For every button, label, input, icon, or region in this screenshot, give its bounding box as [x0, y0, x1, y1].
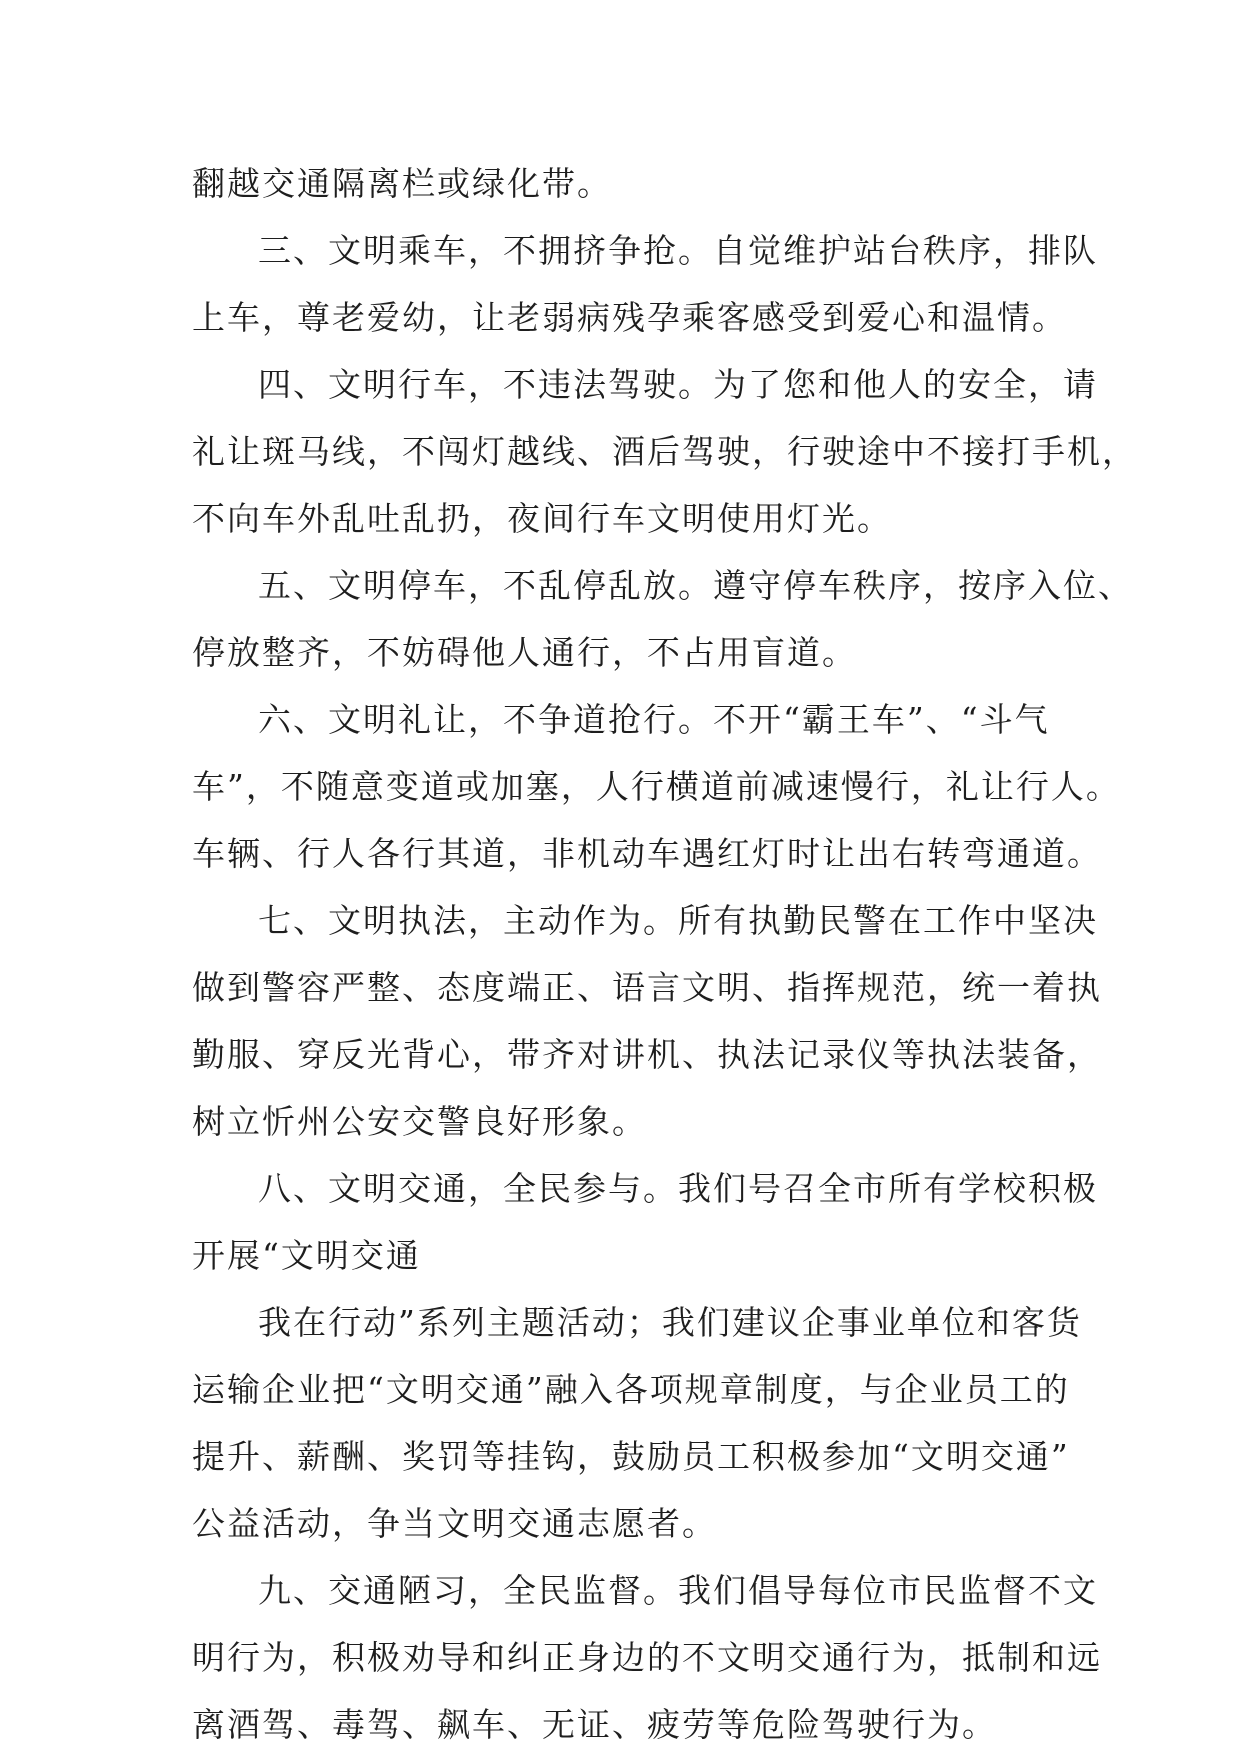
text-line: 三、文明乘车，不拥挤争抢。自觉维护站台秩序，排队 — [258, 231, 1098, 270]
text-line: 不向车外乱吐乱扔，夜间行车文明使用灯光。 — [192, 499, 892, 538]
text-line: 开展“文明交通 — [192, 1236, 421, 1275]
text-line: 车”，不随意变道或加塞，人行横道前减速慢行，礼让行人。 — [192, 767, 1121, 806]
text-line: 礼让斑马线，不闯灯越线、酒后驾驶，行驶途中不接打手机， — [192, 432, 1137, 471]
document-body — [192, 150, 1137, 1758]
text-line: 六、文明礼让，不争道抢行。不开“霸王车”、“斗气 — [258, 700, 1050, 739]
text-line: 明行为，积极劝导和纠正身边的不文明交通行为，抵制和远 — [192, 1638, 1102, 1677]
text-line: 树立忻州公安交警良好形象。 — [192, 1102, 647, 1141]
text-line: 停放整齐，不妨碍他人通行，不占用盲道。 — [192, 633, 857, 672]
text-line: 车辆、行人各行其道，非机动车遇红灯时让出右转弯通道。 — [192, 834, 1102, 873]
text-line: 离酒驾、毒驾、飙车、无证、疲劳等危险驾驶行为。 — [192, 1705, 997, 1744]
text-line: 提升、薪酬、奖罚等挂钩，鼓励员工积极参加“文明交通” — [192, 1437, 1070, 1476]
text-line: 八、文明交通，全民参与。我们号召全市所有学校积极 — [258, 1169, 1098, 1208]
text-line: 公益活动，争当文明交通志愿者。 — [192, 1504, 717, 1543]
text-line: 做到警容严整、态度端正、语言文明、指挥规范，统一着执 — [192, 968, 1102, 1007]
text-line: 七、文明执法，主动作为。所有执勤民警在工作中坚决 — [258, 901, 1098, 940]
text-line: 九、交通陋习，全民监督。我们倡导每位市民监督不文 — [258, 1571, 1098, 1610]
text-line: 我在行动”系列主题活动；我们建议企事业单位和客货 — [258, 1303, 1082, 1342]
text-line: 上车，尊老爱幼，让老弱病残孕乘客感受到爱心和温情。 — [192, 298, 1067, 337]
text-line: 勤服、穿反光背心，带齐对讲机、执法记录仪等执法装备， — [192, 1035, 1102, 1074]
text-line: 四、文明行车，不违法驾驶。为了您和他人的安全，请 — [258, 365, 1098, 404]
text-line: 运输企业把“文明交通”融入各项规章制度，与企业员工的 — [192, 1370, 1070, 1409]
text-line: 五、文明停车，不乱停乱放。遵守停车秩序，按序入位、 — [258, 566, 1133, 605]
text-line: 翻越交通隔离栏或绿化带。 — [192, 164, 612, 203]
